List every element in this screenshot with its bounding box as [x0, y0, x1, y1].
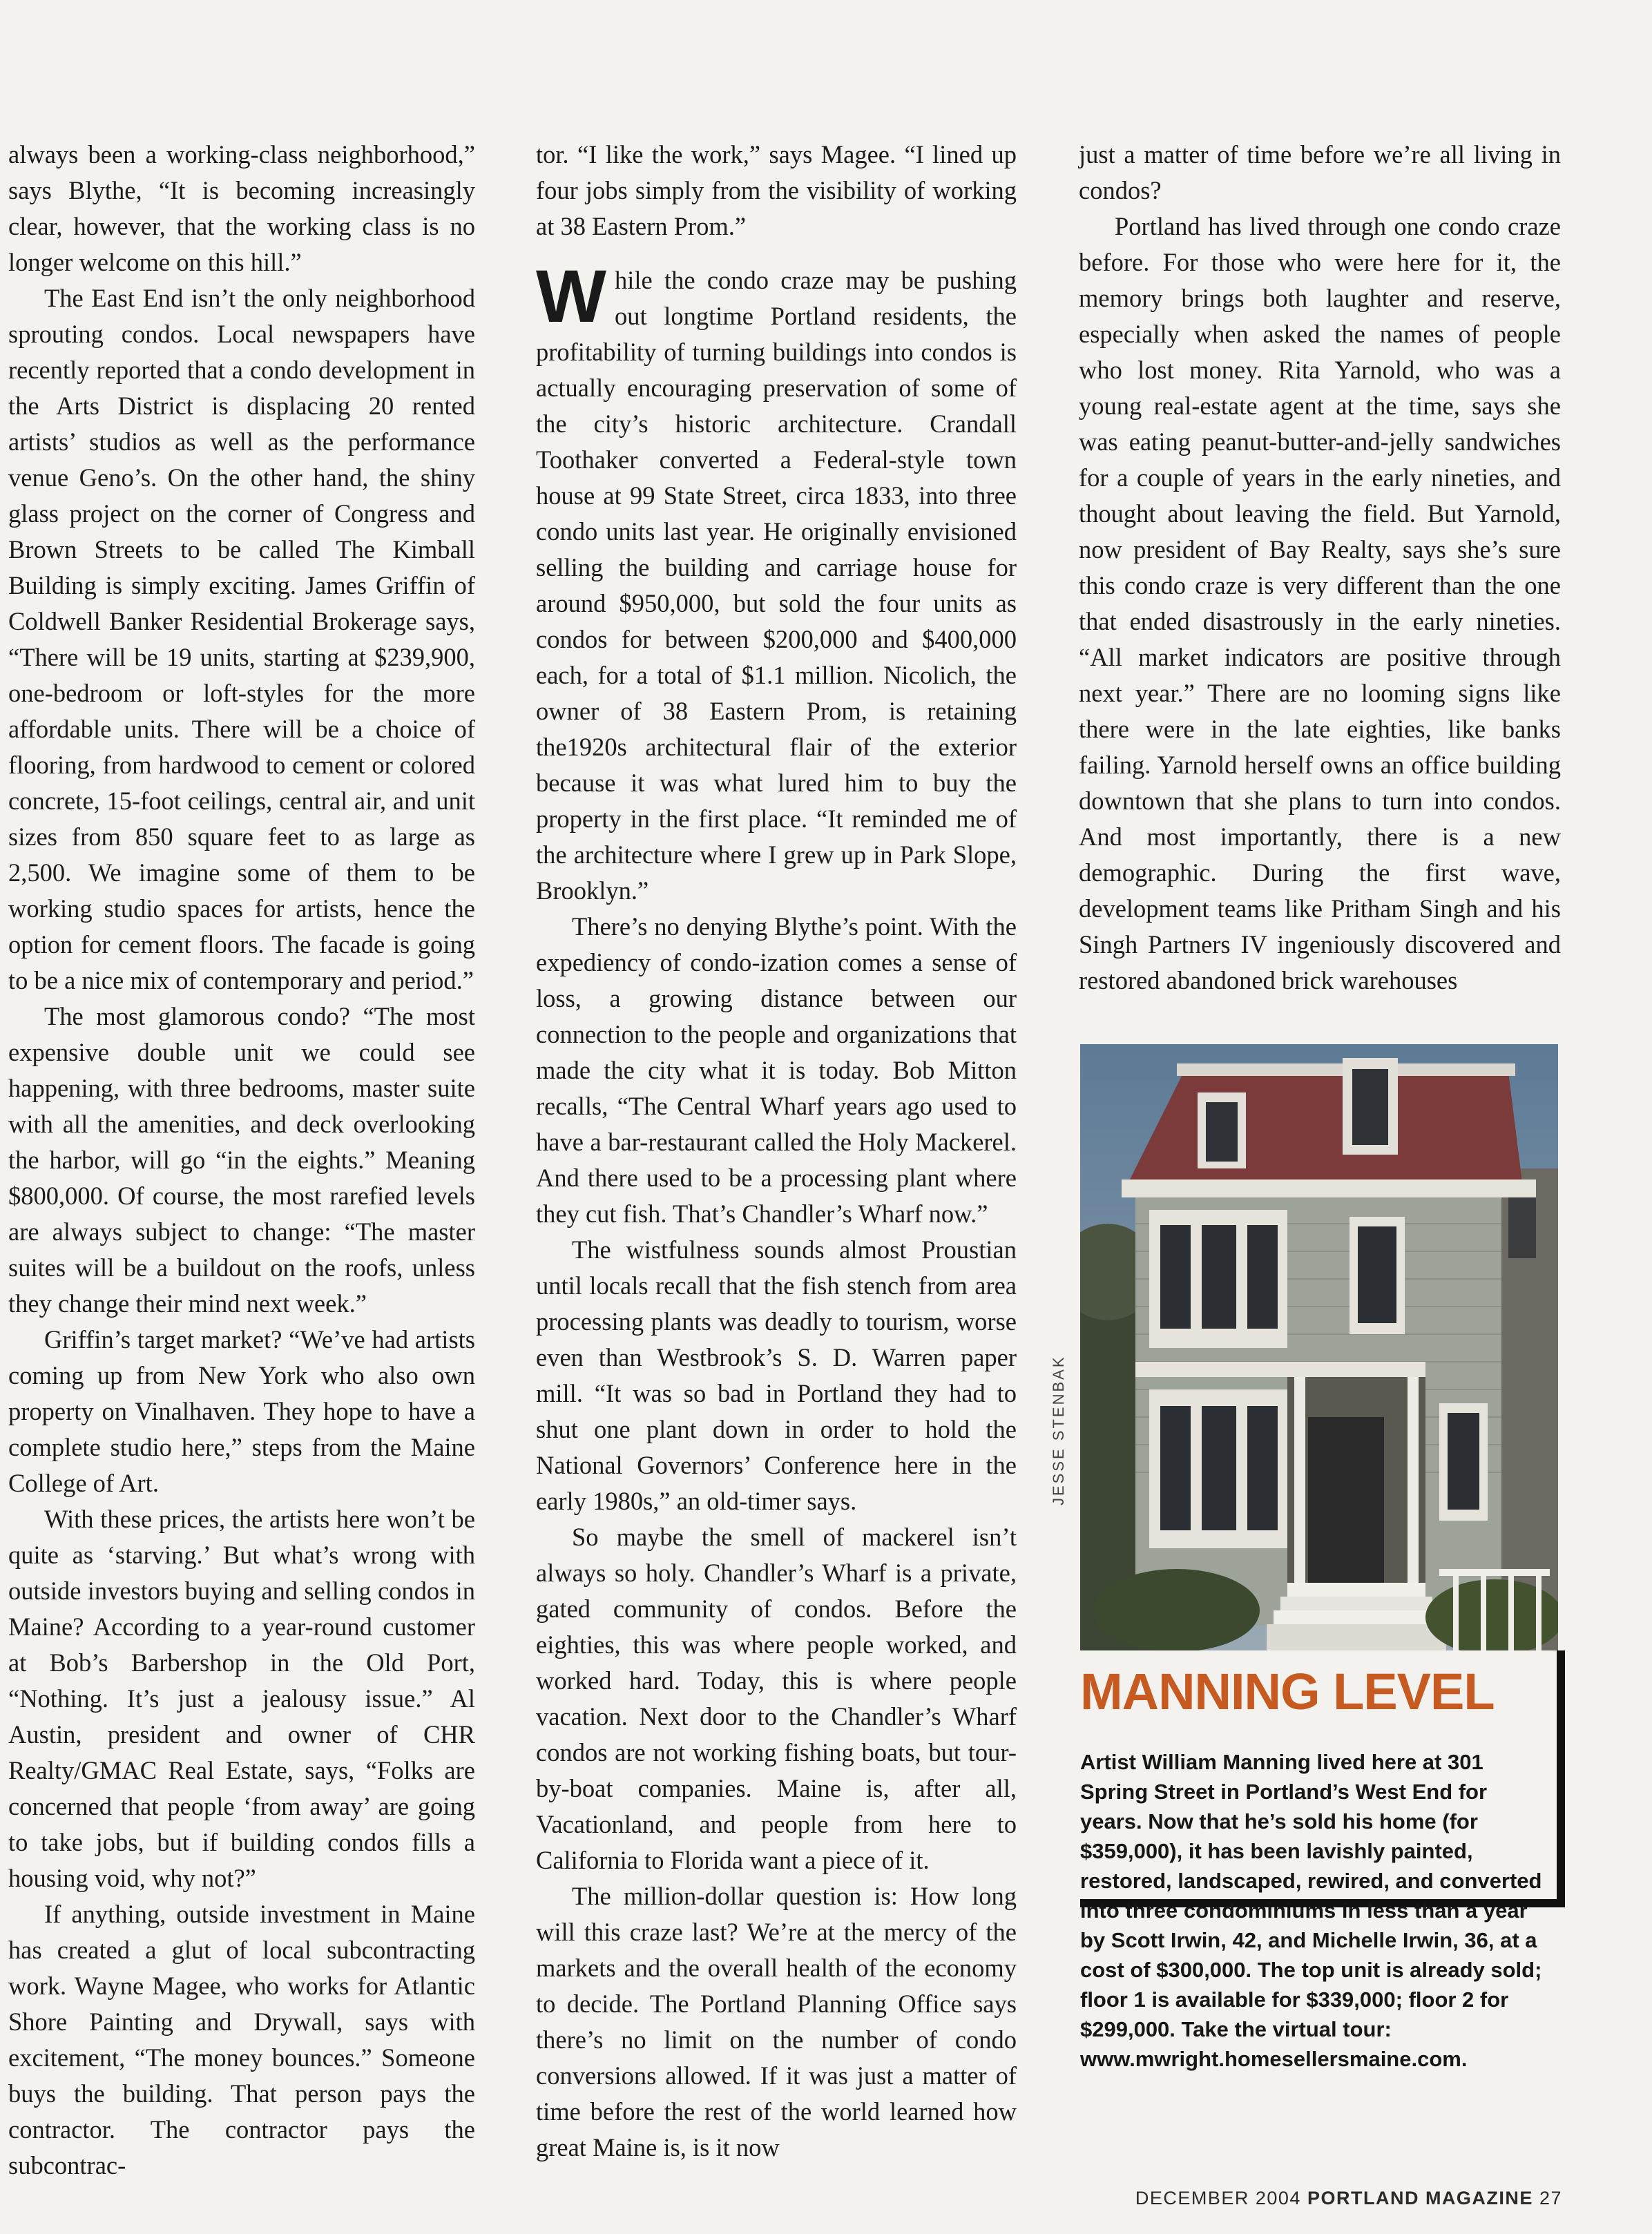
paragraph: The East End isn’t the only neighborhood sprouting condos. Local newspapers have recently reported that a condo development in the Arts District is displacing 20 rented artists’ studios as well as the performance venue Geno’s. On the other hand, the shiny glass project on the corner of Congress and Brown Streets to be called The Kimball Building is simply exciting. James Griffin of Coldwell Banker Residential Brokerage says, “There will be 19 units, starting at $239,900, one-bedroom or loft-styles for the more affordable units. There will be a choice of flooring, from hardwood to cement or colored concrete, 15-foot ceilings, central air, and unit sizes from 850 square feet to as large as 2,500. We imagine some of them to be working studio spaces for artists, hence the option for cement floors. The facade is going to be a nice mix of contemporary and period.”: [8, 284, 475, 994]
paragraph: Griffin’s target market? “We’ve had artists coming up from New York who also own property on Vinalhaven. They hope to have a complete studio here,” steps from the Maine College of Art.: [8, 1325, 475, 1497]
dropcap-letter: W: [536, 254, 606, 338]
paragraph: tor. “I like the work,” says Magee. “I lined up four jobs simply from the visibility of working at 38 Eastern Prom.”: [536, 140, 1017, 240]
dropcap-paragraph-text: hile the condo craze may be pushing out longtime Portland residents, the profitability of turning buildings into condos is actually encouraging preservation of some of the city’s historic architecture. Crandall Toothaker converted a Federal-style town house at 99 State Street, circa 1833, into three condo units last year. He originally envisioned selling the building and carriage house for around $950,000, but sold the four units as condos for between $200,000 and $400,000 each, for a total of $1.1 million. Nicolich, the owner of 38 Eastern Prom, is retaining the1920s architectural flair of the exterior because it was what lured him to buy the property in the first place. “It reminded me of the architecture where I grew up in Park Slope, Brooklyn.”: [536, 266, 1017, 905]
article-column-2: [536, 137, 1017, 2166]
paragraph: The wistfulness sounds almost Proustian until locals recall that the fish stench from area processing plants was deadly to tourism, worse even than Westbrook’s S. D. Warren paper mill. “It was so bad in Portland they had to shut one plant down in order to hold the National Governors’ Conference here in the early 1980s,” an old-timer says.: [536, 1235, 1017, 1515]
photo-credit: JESSE STENBAK: [1050, 1355, 1067, 1505]
page-footer: [1135, 2188, 1562, 2209]
paragraph: There’s no denying Blythe’s point. With the expediency of condo-ization comes a sense of loss, a growing distance between our connection to the people and organizations that made the city what it is today. Bob Mitton recalls, “The Central Wharf years ago used to have a bar-restaurant called the Holy Mackerel. And there used to be a processing plant where they cut fish. That’s Chandler’s Wharf now.”: [536, 912, 1017, 1228]
article-column-3: [1079, 137, 1561, 999]
paragraph: With these prices, the artists here won’t be quite as ‘starving.’ But what’s wrong with outside investors buying and selling condos in Maine? According to a year-round customer at Bob’s Barbershop in the Old Port, “Nothing. It’s just a jealousy issue.” Al Austin, president and owner of CHR Realty/GMAC Real Estate, says, “Folks are concerned that people ‘from away’ are going to take jobs, but if building condos fills a housing void, why not?”: [8, 1505, 475, 1892]
dropcap-paragraph: [536, 254, 1017, 909]
victorian-house-photo-icon: [1080, 1044, 1558, 1650]
page-number: 27: [1539, 2188, 1562, 2208]
footer-issue: DECEMBER 2004: [1135, 2188, 1301, 2208]
sidebar-box: [1080, 1650, 1565, 2071]
paragraph: So maybe the smell of mackerel isn’t always so holy. Chandler’s Wharf is a private, gated community of condos. Before the eighties, this was where people worked, and worked hard. Today, this is where people vacation. Next door to the Chandler’s Wharf condos are not working fishing boats, but tour-by-boat companies. Maine is, after all, Vacationland, and people from here to California to Florida want a piece of it.: [536, 1523, 1017, 1874]
house-photo: [1080, 1044, 1558, 1650]
section-break: [536, 244, 1017, 262]
paragraph: If anything, outside investment in Maine has created a glut of local subcontracting work. Wayne Magee, who works for Atlantic Shore Painting and Drywall, says with excitement, “The money bounces.” Someone buys the building. That person pays the contractor. The contractor pays the subcontrac-: [8, 1900, 475, 2179]
article-column-1: [8, 137, 475, 2184]
sidebar-text: Artist William Manning lived here at 301 Spring Street in Portland’s West End for years. Now that he’s sold his home (for $359,000), it has been lavishly painted, restored, landscaped, rewired, and converted into three condominiums in less than a year by Scott Irwin, 42, and Michelle Irwin, 36, at a cost of $300,000. The top unit is already sold; floor 1 is available for $339,000; floor 2 for $299,000. Take the virtual tour: www.mwright.homesellersmaine.com.: [1080, 1750, 1542, 2071]
paragraph: The most glamorous condo? “The most expensive double unit we could see happening, with three bedrooms, master suite with all the amenities, and deck overlooking the harbor, will go “in the eights.” Meaning $800,000. Of course, the most rarefied levels are always subject to change: “The master suites will be a buildout on the roofs, unless they change their mind next week.”: [8, 1002, 475, 1318]
sidebar-title: MANNING LEVEL: [1080, 1663, 1495, 1720]
footer-magazine: PORTLAND MAGAZINE: [1307, 2188, 1533, 2208]
paragraph: just a matter of time before we’re all living in condos?: [1079, 140, 1561, 204]
paragraph: The million-dollar question is: How long will this craze last? We’re at the mercy of the markets and the overall health of the economy to decide. The Portland Planning Office says there’s no limit on the number of condo conversions allowed. If it was just a matter of time before the rest of the world learned how great Maine is, is it now: [536, 1882, 1017, 2161]
paragraph: always been a working-class neighborhood,” says Blythe, “It is becoming increasingly clear, however, that the working class is no longer welcome on this hill.”: [8, 140, 475, 276]
paragraph: Portland has lived through one condo craze before. For those who were here for it, the memory brings both laughter and reserve, especially when asked the names of people who lost money. Rita Yarnold, who was a young real-estate agent at the time, says she was eating peanut-butter-and-jelly sandwiches for a couple of years in the early nineties, and thought about leaving the field. But Yarnold, now president of Bay Realty, says she’s sure this condo craze is very different than the one that ended disastrously in the early nineties. “All market indicators are positive through next year.” There are no looming signs like there were in the late eighties, like banks failing. Yarnold herself owns an office building downtown that she plans to turn into condos. And most importantly, there is a new demographic. During the first wave, development teams like Pritham Singh and his Singh Partners IV ingeniously discovered and restored abandoned brick warehouses: [1079, 212, 1561, 994]
